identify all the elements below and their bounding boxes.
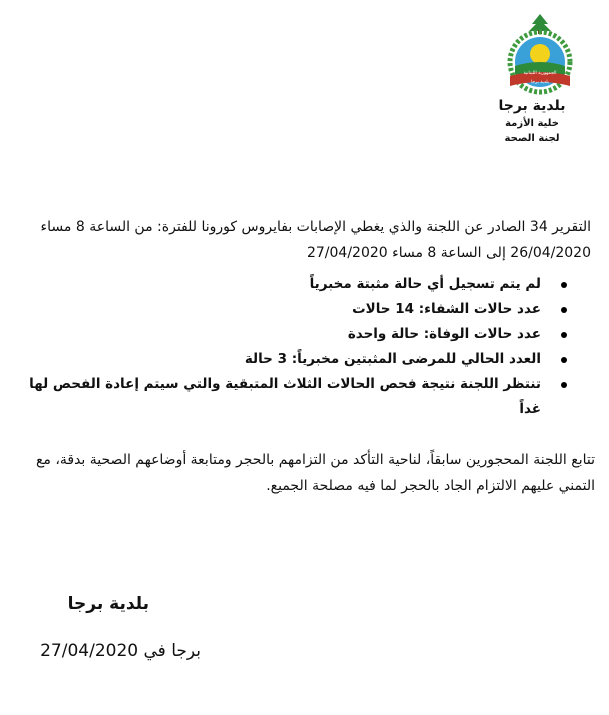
cedar-icon xyxy=(529,14,551,31)
letterhead xyxy=(477,96,587,146)
signature-date: برجا في 27/04/2020 xyxy=(40,641,201,661)
svg-text:بلدية برجا: بلدية برجا xyxy=(530,80,550,85)
logo-emblem xyxy=(506,14,574,96)
followup-paragraph: تتابع اللجنة المحجورين سابقاً، لناحية التأكد من التزامهم بالحجر ومتابعة أوضاعهم الصحية بدقة، مع التمني عليهم الالتزام الجاد بالحجر لما فيه مصلحة الجميع. xyxy=(35,452,595,494)
report-intro: التقرير 34 الصادر عن اللجنة والذي يغطي الإصابات بفايروس كورونا للفترة: من الساعة 8 مساء 26/04/2020 إلى الساعة 8 مساء 27/04/2020 xyxy=(40,219,591,261)
municipality-logo xyxy=(506,14,574,96)
signature-name: بلدية برجا xyxy=(67,594,149,614)
municipality-name: بلدية برجا xyxy=(498,98,566,114)
crisis-unit: خلية الأزمة xyxy=(505,118,559,129)
list-item: لم يتم تسجيل أي حالة مثبتة مخبرياً xyxy=(29,272,569,297)
list-item: تنتظر اللجنة نتيجة فحص الحالات الثلاث المتبقية والتي سيتم إعادة الفحص لها غداً xyxy=(29,372,569,422)
list-item: عدد حالات الشفاء: 14 حالات xyxy=(29,297,569,322)
health-committee: لجنة الصحة xyxy=(504,133,560,144)
list-item: العدد الحالي للمرضى المثبتين مخبرياً: 3 حالة xyxy=(29,347,569,372)
report-bullets xyxy=(29,272,569,422)
list-item: عدد حالات الوفاة: حالة واحدة xyxy=(29,322,569,347)
svg-text:الجمهورية اللبنانية: الجمهورية اللبنانية xyxy=(523,71,557,76)
